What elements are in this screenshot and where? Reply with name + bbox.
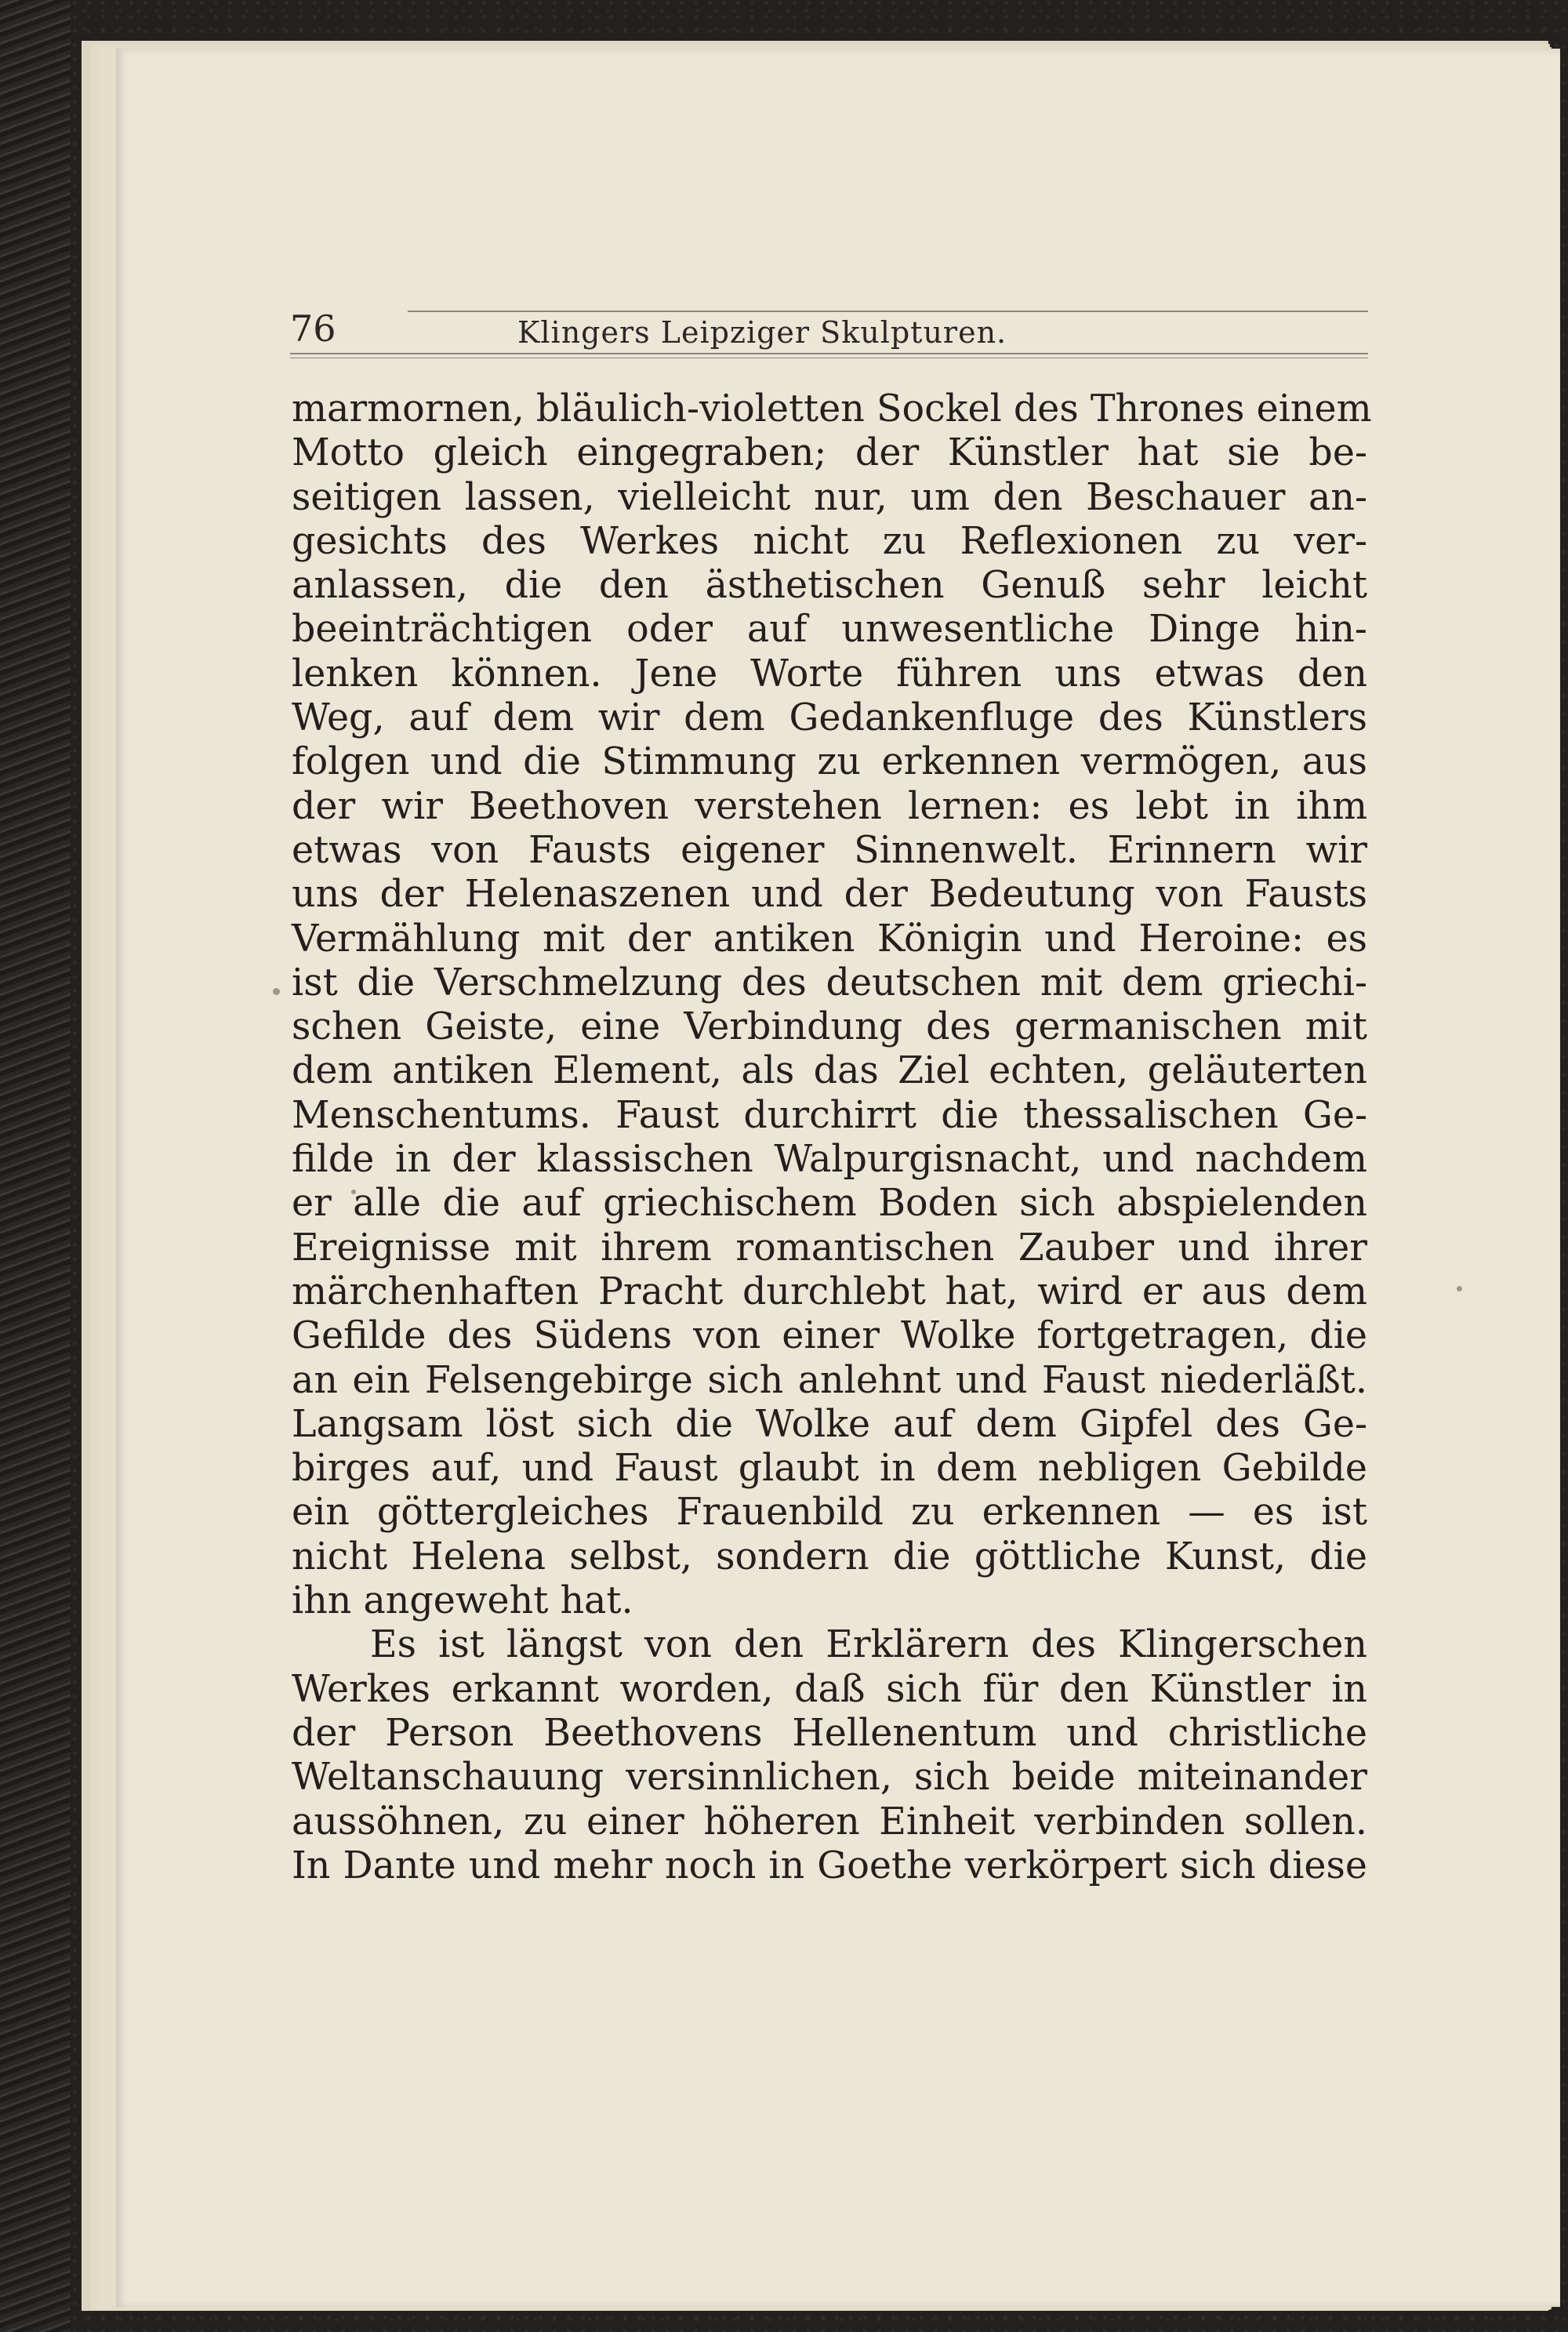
text-line: In Dante und mehr noch in Goethe verkörpert sich diese: [292, 1843, 1367, 1887]
text-line: ist die Verschmelzung des deutschen mit dem griechi-: [292, 961, 1367, 1004]
text-line: dem antiken Element, als das Ziel echten, geläuterten: [292, 1049, 1367, 1093]
text-line: marmornen, bläulich-violetten Sockel des Thrones einem: [292, 387, 1372, 430]
text-line: Es ist längst von den Erklärern des Klingerschen: [370, 1623, 1367, 1667]
text-line: anlassen, die den ästhetischen Genuß sehr leicht: [292, 564, 1367, 608]
text-line: birges auf, und Faust glaubt in dem nebligen Gebilde: [292, 1447, 1367, 1491]
text-line: aussöhnen, zu einer höheren Einheit verbinden sollen.: [292, 1800, 1367, 1843]
text-line: der Person Beethovens Hellenentum und christliche: [292, 1711, 1367, 1755]
text-line: schen Geiste, eine Verbindung des germanischen mit: [292, 1005, 1367, 1049]
text-line: folgen und die Stimmung zu erkennen vermögen, aus: [292, 740, 1367, 784]
running-title: Klingers Leipziger Skulpturen.: [517, 315, 1007, 350]
text-line: Motto gleich eingegraben; der Künstler hat sie be-: [292, 431, 1367, 475]
paragraph-2: [292, 1623, 1367, 1888]
page-number: 76: [290, 307, 336, 350]
text-line: seitigen lassen, vielleicht nur, um den Beschauer an-: [292, 475, 1367, 519]
text-line: Ereignisse mit ihrem romantischen Zauber und ihrer: [292, 1226, 1367, 1270]
paper-speck: [1457, 1286, 1462, 1291]
text-line: Vermählung mit der antiken Königin und Heroine: es: [292, 917, 1367, 961]
text-line: der wir Beethoven verstehen lernen: es lebt in ihm: [292, 784, 1367, 828]
running-header: [290, 260, 1368, 362]
text-line: er alle die auf griechischem Boden sich abspielenden: [292, 1182, 1367, 1226]
text-line: Menschentums. Faust durchirrt die thessalischen Ge-: [292, 1093, 1367, 1137]
text-line: Weltanschauung versinnlichen, sich beide miteinander: [292, 1756, 1367, 1800]
text-line: beeinträchtigen oder auf unwesentliche Dinge hin-: [292, 608, 1367, 652]
text-line: lenken können. Jene Worte führen uns etwas den: [292, 652, 1367, 696]
text-line: filde in der klassischen Walpurgisnacht, und nachdem: [292, 1138, 1367, 1182]
text-line: an ein Felsengebirge sich anlehnt und Faust niederläßt.: [292, 1358, 1367, 1402]
header-rule-top: [408, 311, 1368, 312]
text-line: Gefilde des Südens von einer Wolke fortgetragen, die: [292, 1314, 1367, 1358]
body-text: [292, 387, 1372, 1888]
text-line: Weg, auf dem wir dem Gedankenfluge des Künstlers: [292, 696, 1367, 740]
text-line: märchenhaften Pracht durchlebt hat, wird er aus dem: [292, 1270, 1367, 1313]
text-line: etwas von Fausts eigener Sinnenwelt. Erinnern wir: [292, 828, 1367, 872]
book-binding-edge: [0, 0, 71, 2332]
paragraph-1: [292, 387, 1372, 1623]
paper-speck: [273, 988, 280, 995]
text-line: Werkes erkannt worden, daß sich für den Künstler in: [292, 1667, 1367, 1711]
text-line: nicht Helena selbst, sondern die göttliche Kunst, die: [292, 1535, 1367, 1578]
text-line: ein göttergleiches Frauenbild zu erkennen — es ist: [292, 1491, 1367, 1535]
text-line: ihn angeweht hat.: [292, 1579, 633, 1623]
header-rule-double: [290, 353, 1368, 354]
text-line: uns der Helenaszenen und der Bedeutung von Fausts: [292, 873, 1367, 917]
text-line: gesichts des Werkes nicht zu Reflexionen zu ver-: [292, 519, 1367, 563]
text-line: Langsam löst sich die Wolke auf dem Gipfel des Ge-: [292, 1402, 1367, 1446]
